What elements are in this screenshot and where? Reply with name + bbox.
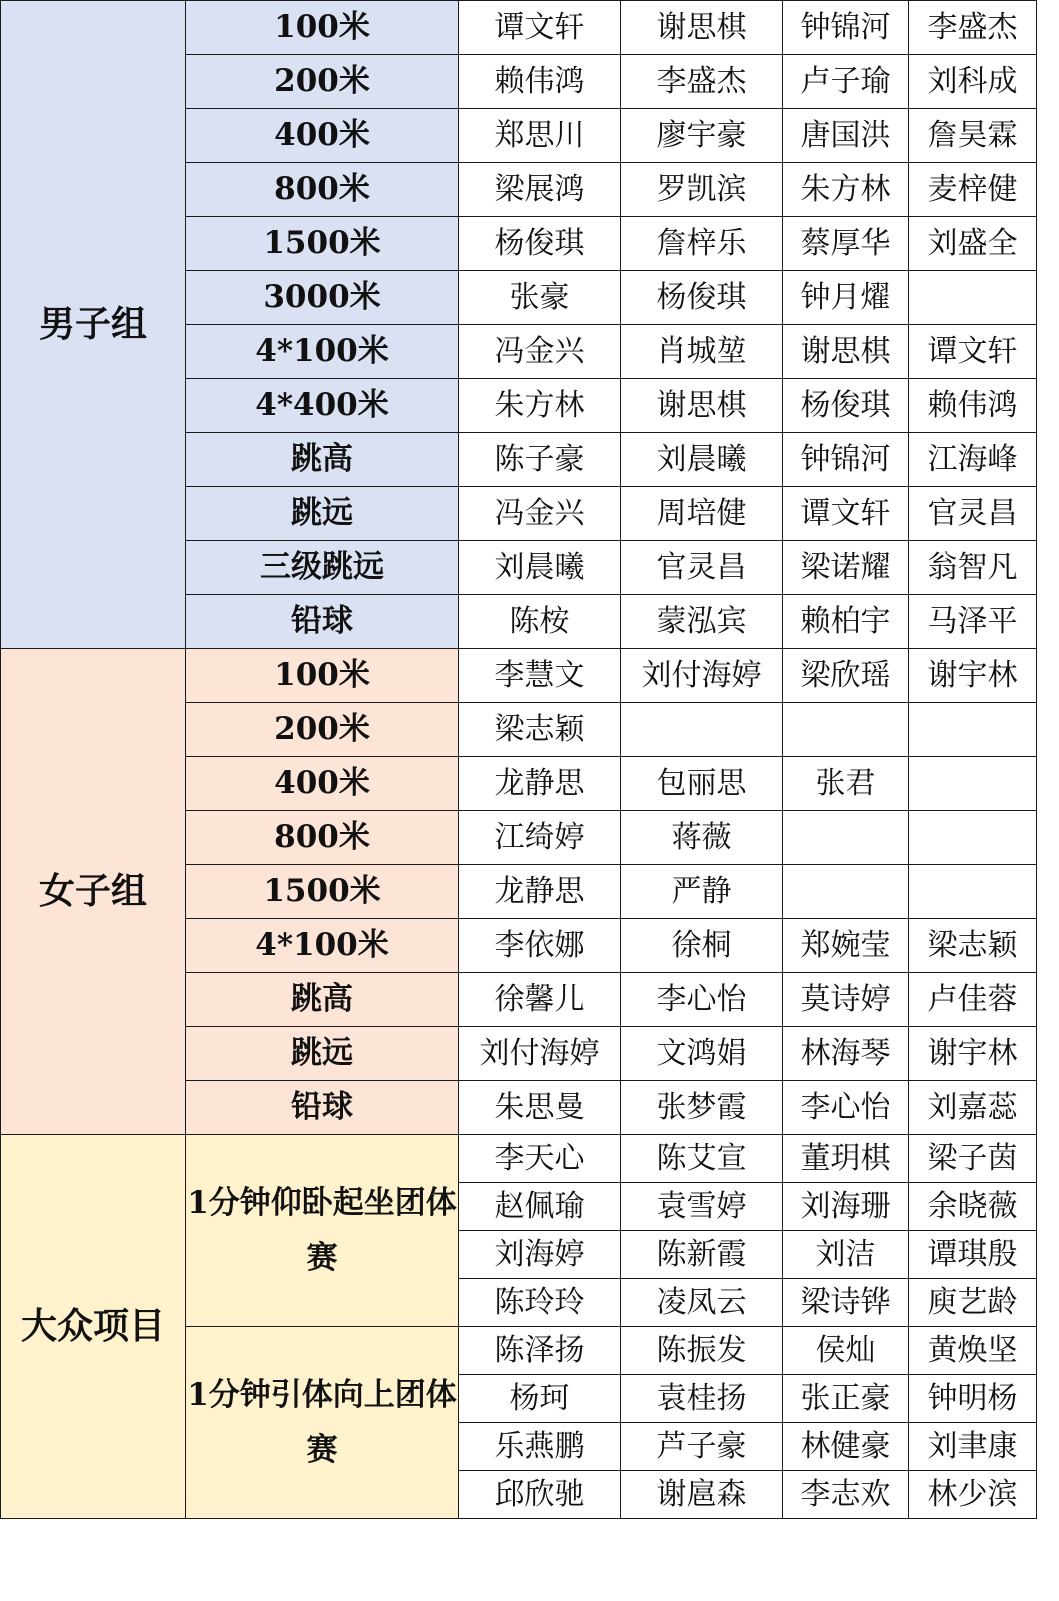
athlete-cell: 谢思棋 bbox=[621, 379, 783, 433]
athlete-cell: 蒋薇 bbox=[621, 811, 783, 865]
athlete-cell: 谢宇林 bbox=[909, 1027, 1037, 1081]
athlete-cell: 陈桉 bbox=[459, 595, 621, 649]
athlete-cell: 刘晨曦 bbox=[621, 433, 783, 487]
athlete-cell: 刘聿康 bbox=[909, 1423, 1037, 1471]
athlete-cell: 凌凤云 bbox=[621, 1279, 783, 1327]
women-group-label: 女子组 bbox=[1, 649, 186, 1135]
athlete-cell: 马泽平 bbox=[909, 595, 1037, 649]
athlete-cell: 陈子豪 bbox=[459, 433, 621, 487]
athlete-cell: 陈泽扬 bbox=[459, 1327, 621, 1375]
athlete-cell bbox=[909, 811, 1037, 865]
athlete-cell: 朱方林 bbox=[783, 163, 909, 217]
event-name-cell: 跳高 bbox=[186, 433, 459, 487]
athlete-cell bbox=[783, 811, 909, 865]
athlete-cell: 詹昊霖 bbox=[909, 109, 1037, 163]
athlete-cell: 侯灿 bbox=[783, 1327, 909, 1375]
athlete-cell: 刘洁 bbox=[783, 1231, 909, 1279]
athlete-cell: 詹梓乐 bbox=[621, 217, 783, 271]
athlete-cell bbox=[909, 865, 1037, 919]
event-name-cell: 100米 bbox=[186, 1, 459, 55]
athlete-cell: 刘付海婷 bbox=[459, 1027, 621, 1081]
event-name-cell: 1500米 bbox=[186, 217, 459, 271]
athlete-cell: 袁雪婷 bbox=[621, 1183, 783, 1231]
athlete-cell: 刘科成 bbox=[909, 55, 1037, 109]
event-name-cell: 3000米 bbox=[186, 271, 459, 325]
athlete-cell: 乐燕鹏 bbox=[459, 1423, 621, 1471]
athlete-cell bbox=[909, 271, 1037, 325]
roster-body bbox=[1, 1, 1037, 1519]
athlete-cell: 徐馨儿 bbox=[459, 973, 621, 1027]
athlete-cell: 蔡厚华 bbox=[783, 217, 909, 271]
athlete-cell: 卢子瑜 bbox=[783, 55, 909, 109]
event-name-cell: 4*100米 bbox=[186, 919, 459, 973]
athlete-cell bbox=[909, 703, 1037, 757]
athlete-cell: 林健豪 bbox=[783, 1423, 909, 1471]
athlete-cell: 杨珂 bbox=[459, 1375, 621, 1423]
athlete-cell: 张梦霞 bbox=[621, 1081, 783, 1135]
athlete-cell: 罗凯滨 bbox=[621, 163, 783, 217]
event-name-cell: 4*400米 bbox=[186, 379, 459, 433]
athlete-cell: 官灵昌 bbox=[909, 487, 1037, 541]
athlete-cell: 包丽思 bbox=[621, 757, 783, 811]
event-name-cell: 800米 bbox=[186, 163, 459, 217]
athlete-cell: 刘海婷 bbox=[459, 1231, 621, 1279]
athlete-cell: 董玥棋 bbox=[783, 1135, 909, 1183]
athlete-cell: 钟锦河 bbox=[783, 433, 909, 487]
athlete-cell bbox=[783, 703, 909, 757]
table-row bbox=[1, 1, 1037, 55]
athlete-cell: 陈艾宣 bbox=[621, 1135, 783, 1183]
athlete-cell: 唐国洪 bbox=[783, 109, 909, 163]
athlete-cell: 钟明杨 bbox=[909, 1375, 1037, 1423]
athlete-cell: 李盛杰 bbox=[909, 1, 1037, 55]
athlete-cell: 谢思棋 bbox=[783, 325, 909, 379]
athlete-cell: 龙静思 bbox=[459, 757, 621, 811]
event-name-cell: 跳远 bbox=[186, 1027, 459, 1081]
athlete-cell: 刘嘉蕊 bbox=[909, 1081, 1037, 1135]
athlete-cell: 翁智凡 bbox=[909, 541, 1037, 595]
event-name-cell: 跳高 bbox=[186, 973, 459, 1027]
event-name-cell: 铅球 bbox=[186, 1081, 459, 1135]
public-group-label: 大众项目 bbox=[1, 1135, 186, 1519]
athlete-cell: 林海琴 bbox=[783, 1027, 909, 1081]
event-name-cell: 200米 bbox=[186, 703, 459, 757]
athlete-cell: 朱方林 bbox=[459, 379, 621, 433]
athlete-cell: 文鸿娟 bbox=[621, 1027, 783, 1081]
athlete-cell: 赖柏宇 bbox=[783, 595, 909, 649]
athlete-cell: 黄焕坚 bbox=[909, 1327, 1037, 1375]
athlete-cell: 江绮婷 bbox=[459, 811, 621, 865]
event-name-cell: 400米 bbox=[186, 109, 459, 163]
athlete-cell: 邱欣驰 bbox=[459, 1471, 621, 1519]
athlete-cell: 杨俊琪 bbox=[459, 217, 621, 271]
event-name-cell: 800米 bbox=[186, 811, 459, 865]
athlete-cell: 张正豪 bbox=[783, 1375, 909, 1423]
athlete-cell: 李心怡 bbox=[783, 1081, 909, 1135]
athlete-cell bbox=[783, 865, 909, 919]
men-group-label: 男子组 bbox=[1, 1, 186, 649]
athlete-cell: 江海峰 bbox=[909, 433, 1037, 487]
athlete-cell: 余晓薇 bbox=[909, 1183, 1037, 1231]
athlete-cell: 芦子豪 bbox=[621, 1423, 783, 1471]
athlete-cell: 徐桐 bbox=[621, 919, 783, 973]
event-name-cell: 三级跳远 bbox=[186, 541, 459, 595]
athlete-cell: 梁志颖 bbox=[909, 919, 1037, 973]
table-row bbox=[1, 1135, 1037, 1183]
event-name-cell: 200米 bbox=[186, 55, 459, 109]
event-name-cell: 1500米 bbox=[186, 865, 459, 919]
athlete-cell: 周培健 bbox=[621, 487, 783, 541]
athlete-cell: 赖伟鸿 bbox=[909, 379, 1037, 433]
athlete-cell: 陈新霞 bbox=[621, 1231, 783, 1279]
athlete-cell: 蒙泓宾 bbox=[621, 595, 783, 649]
athlete-cell bbox=[621, 703, 783, 757]
athlete-cell: 刘海珊 bbox=[783, 1183, 909, 1231]
athlete-cell: 张豪 bbox=[459, 271, 621, 325]
athlete-cell: 钟锦河 bbox=[783, 1, 909, 55]
athlete-cell: 冯金兴 bbox=[459, 487, 621, 541]
athlete-cell: 梁诗铧 bbox=[783, 1279, 909, 1327]
athlete-cell: 卢佳蓉 bbox=[909, 973, 1037, 1027]
athlete-cell: 李心怡 bbox=[621, 973, 783, 1027]
athlete-cell: 庾艺龄 bbox=[909, 1279, 1037, 1327]
athlete-cell: 莫诗婷 bbox=[783, 973, 909, 1027]
athlete-cell: 刘晨曦 bbox=[459, 541, 621, 595]
event-name-cell: 1分钟引体向上团体赛 bbox=[186, 1327, 459, 1519]
event-name-cell: 跳远 bbox=[186, 487, 459, 541]
athlete-cell: 朱思曼 bbox=[459, 1081, 621, 1135]
event-name-cell: 400米 bbox=[186, 757, 459, 811]
athlete-cell: 谢思棋 bbox=[621, 1, 783, 55]
athlete-cell: 刘盛全 bbox=[909, 217, 1037, 271]
athlete-cell: 钟月燿 bbox=[783, 271, 909, 325]
athlete-cell: 杨俊琪 bbox=[783, 379, 909, 433]
athlete-cell: 郑婉莹 bbox=[783, 919, 909, 973]
athlete-cell: 龙静思 bbox=[459, 865, 621, 919]
athlete-cell: 梁诺耀 bbox=[783, 541, 909, 595]
athlete-cell: 官灵昌 bbox=[621, 541, 783, 595]
athlete-cell: 赖伟鸿 bbox=[459, 55, 621, 109]
athlete-cell: 谭文轩 bbox=[909, 325, 1037, 379]
athlete-cell: 林少滨 bbox=[909, 1471, 1037, 1519]
athlete-cell: 郑思川 bbox=[459, 109, 621, 163]
athlete-cell: 谭琪殷 bbox=[909, 1231, 1037, 1279]
athlete-cell: 廖宇豪 bbox=[621, 109, 783, 163]
athlete-cell: 张君 bbox=[783, 757, 909, 811]
athlete-cell: 袁桂扬 bbox=[621, 1375, 783, 1423]
athlete-cell: 谭文轩 bbox=[783, 487, 909, 541]
athlete-cell: 梁志颖 bbox=[459, 703, 621, 757]
athlete-cell: 梁子茵 bbox=[909, 1135, 1037, 1183]
athlete-cell: 李依娜 bbox=[459, 919, 621, 973]
athlete-cell: 肖城堃 bbox=[621, 325, 783, 379]
table-row bbox=[1, 649, 1037, 703]
event-name-cell: 1分钟仰卧起坐团体赛 bbox=[186, 1135, 459, 1327]
event-name-cell: 铅球 bbox=[186, 595, 459, 649]
athlete-cell: 李盛杰 bbox=[621, 55, 783, 109]
athlete-cell: 李天心 bbox=[459, 1135, 621, 1183]
event-name-cell: 4*100米 bbox=[186, 325, 459, 379]
athlete-cell: 陈玲玲 bbox=[459, 1279, 621, 1327]
athlete-cell: 谭文轩 bbox=[459, 1, 621, 55]
athlete-cell: 赵佩瑜 bbox=[459, 1183, 621, 1231]
athlete-cell: 梁欣瑶 bbox=[783, 649, 909, 703]
athlete-cell: 冯金兴 bbox=[459, 325, 621, 379]
athlete-cell: 陈振发 bbox=[621, 1327, 783, 1375]
athlete-cell: 李慧文 bbox=[459, 649, 621, 703]
athlete-cell: 谢宇林 bbox=[909, 649, 1037, 703]
athlete-cell: 麦梓健 bbox=[909, 163, 1037, 217]
athlete-cell: 严静 bbox=[621, 865, 783, 919]
athlete-cell bbox=[909, 757, 1037, 811]
athlete-cell: 刘付海婷 bbox=[621, 649, 783, 703]
event-name-cell: 100米 bbox=[186, 649, 459, 703]
athlete-cell: 谢扈森 bbox=[621, 1471, 783, 1519]
athlete-cell: 李志欢 bbox=[783, 1471, 909, 1519]
athlete-cell: 梁展鸿 bbox=[459, 163, 621, 217]
athlete-cell: 杨俊琪 bbox=[621, 271, 783, 325]
